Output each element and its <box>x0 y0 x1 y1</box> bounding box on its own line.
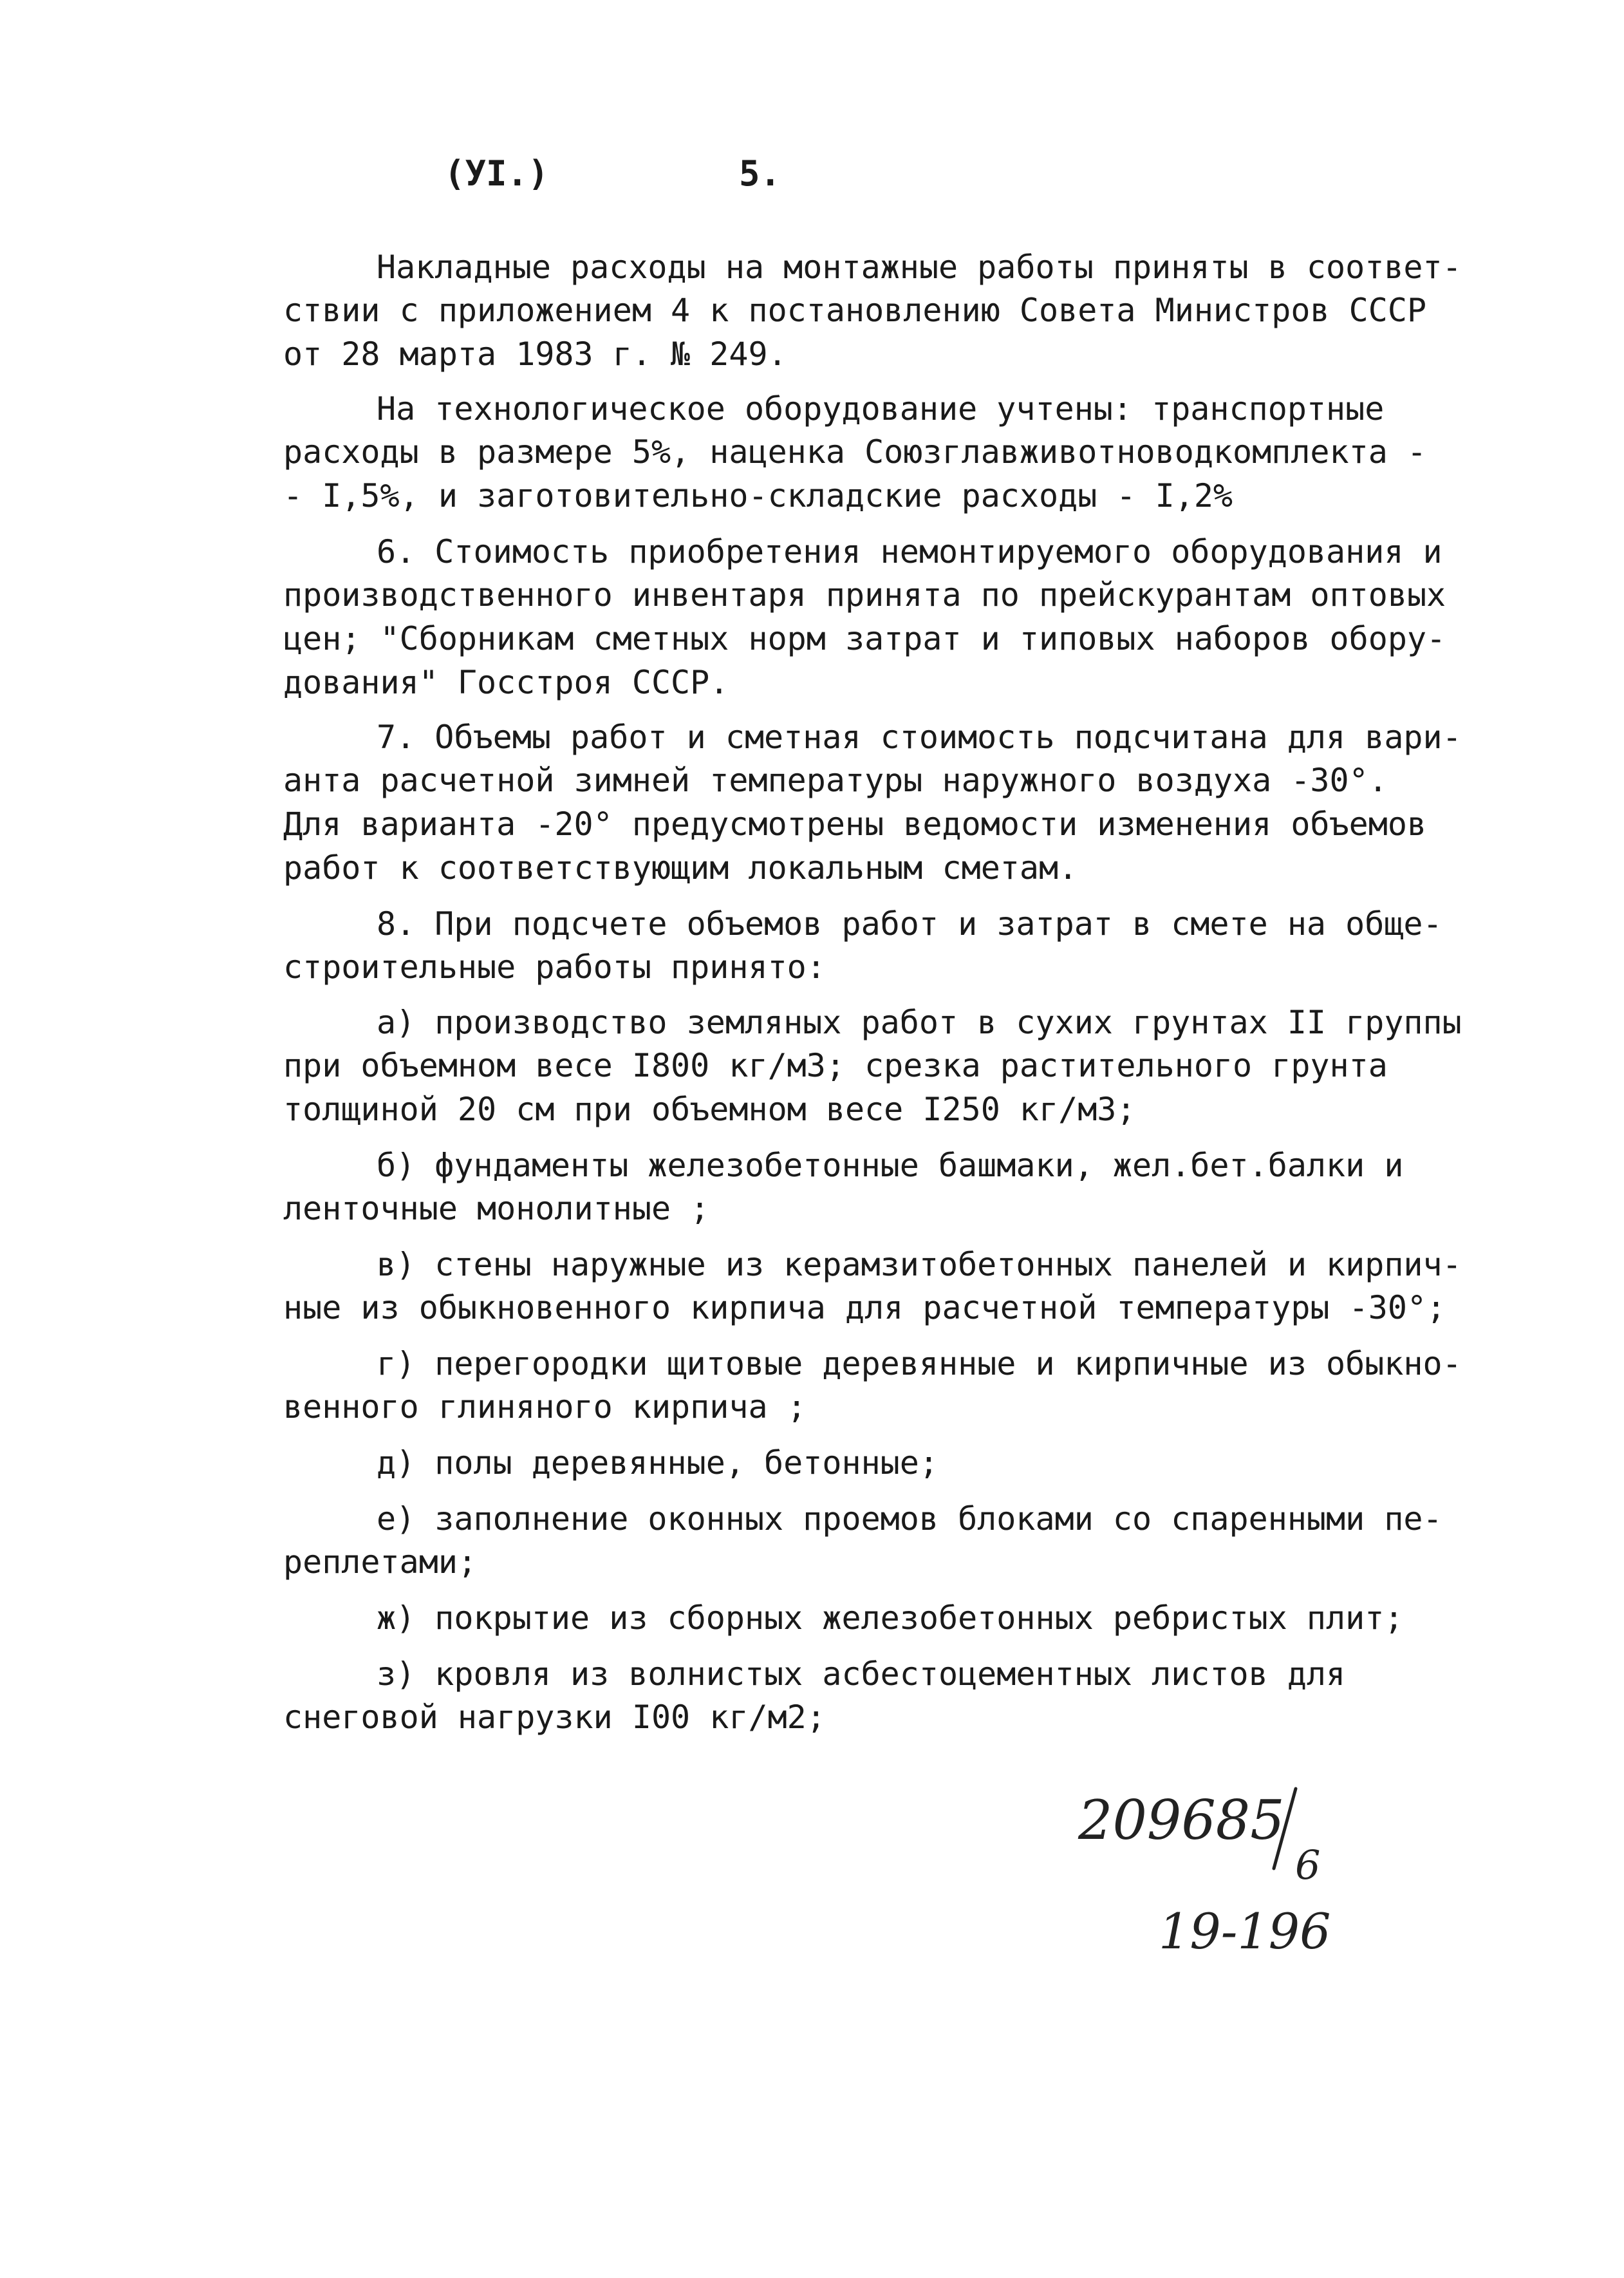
handwritten-code: 19-196 <box>1159 1903 1331 1960</box>
text-line: е) заполнение оконных проемов блоками со спаренными пе- <box>377 1500 1442 1538</box>
text-line: г) перегородки щитовые деревянные и кирпичные из обыкно- <box>377 1345 1462 1382</box>
text-line: толщиной 20 см при объемном весе I250 кг/м3; <box>283 1091 1136 1128</box>
text-line: - I,5%, и заготовительно-складские расходы - I,2% <box>283 477 1233 514</box>
handwritten-fraction: 6 <box>1295 1841 1321 1888</box>
text-line: анта расчетной зимней температуры наружного воздуха -30°. <box>283 762 1388 799</box>
handwritten-number: 209685 <box>1078 1789 1285 1852</box>
text-line: венного глиняного кирпича ; <box>283 1388 807 1426</box>
text-line: ные из обыкновенного кирпича для расчетной температуры -30°; <box>283 1289 1446 1326</box>
section-label: (УI.) <box>444 153 549 194</box>
text-line: цен; "Сборникам сметных норм затрат и типовых наборов обору- <box>283 620 1446 657</box>
text-line: реплетами; <box>283 1543 478 1581</box>
text-line: 7. Объемы работ и сметная стоимость подсчитана для вари- <box>377 719 1462 756</box>
text-line: ствии с приложением 4 к постановлению Совета Министров СССР <box>283 292 1427 329</box>
text-line: Накладные расходы на монтажные работы приняты в соответ- <box>377 249 1462 286</box>
text-line: производственного инвентаря принята по прейскурантам оптовых <box>283 576 1446 614</box>
text-line: ж) покрытие из сборных железобетонных ребристых плит; <box>377 1599 1404 1637</box>
text-line: а) производство земляных работ в сухих грунтах II группы <box>377 1004 1462 1041</box>
text-line: при объемном весе I800 кг/м3; срезка растительного грунта <box>283 1047 1388 1084</box>
text-line: расходы в размере 5%, наценка Союзглавживотноводкомплекта - <box>283 433 1427 471</box>
text-line: з) кровля из волнистых асбестоцементных листов для <box>377 1655 1346 1693</box>
text-line: от 28 марта 1983 г. № 249. <box>283 335 787 373</box>
text-line: в) стены наружные из керамзитобетонных панелей и кирпич- <box>377 1246 1462 1283</box>
text-line: строительные работы принято: <box>283 948 826 986</box>
text-line: 8. При подсчете объемов работ и затрат в смете на обще- <box>377 905 1442 943</box>
text-line: снеговой нагрузки I00 кг/м2; <box>283 1699 826 1736</box>
text-line: дования" Госстроя СССР. <box>283 664 729 701</box>
text-line: б) фундаменты железобетонные башмаки, жел.бет.балки и <box>377 1147 1404 1184</box>
text-line: д) полы деревянные, бетонные; <box>377 1444 938 1482</box>
page-number: 5. <box>739 153 781 194</box>
text-line: ленточные монолитные ; <box>283 1190 710 1227</box>
text-line: работ к соответствующим локальным сметам. <box>283 849 1078 887</box>
text-line: На технологическое оборудование учтены: транспортные <box>377 390 1385 428</box>
text-line: Для варианта -20° предусмотрены ведомости изменения объемов <box>283 805 1427 843</box>
text-line: 6. Стоимость приобретения немонтируемого оборудования и <box>377 533 1442 570</box>
